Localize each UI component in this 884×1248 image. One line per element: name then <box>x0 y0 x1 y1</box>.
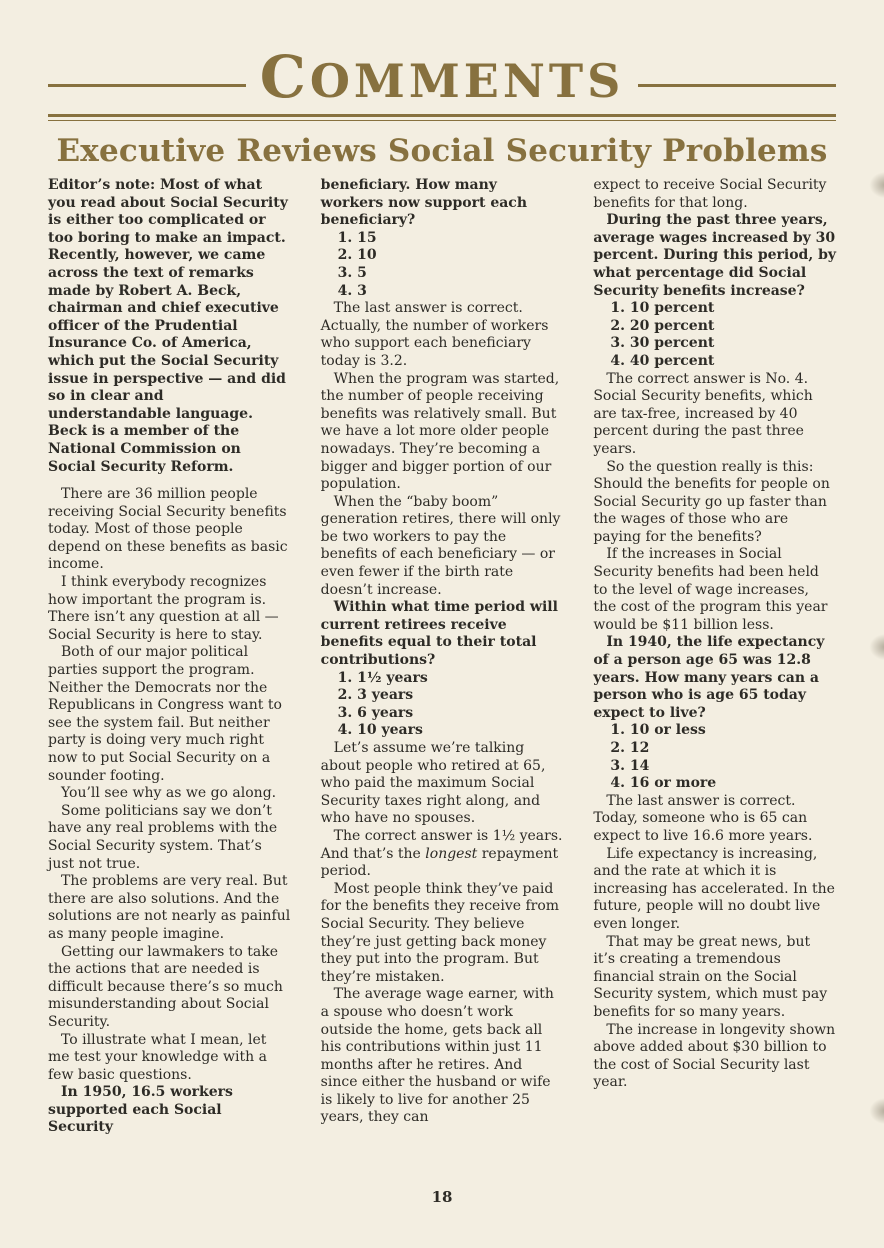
paragraph: During the past three years, average wages increased by 30 percent. During this period, by what percentage did Social Security benefits increase? <box>593 212 837 299</box>
paragraph: That may be great news, but it’s creating a tremendous financial strain on the Social Security system, which must pay benefits for so many years. <box>593 933 828 1020</box>
paragraph: Within what time period will current retirees receive benefits equal to their total contributions? <box>320 599 558 669</box>
page-curl-mark <box>866 1094 884 1128</box>
paragraph: The average wage earner, with a spouse who doesn’t work outside the home, gets back all his contributions within just 11 months after he retires. And since either the husband or wife is likely to live for another 25 years, they can <box>320 986 554 1126</box>
paragraph: The last answer is correct. Actually, the number of workers who support each beneficiary today is 3.2. <box>320 300 549 369</box>
paragraph: expect to receive Social Security benefits for that long. <box>593 177 827 211</box>
paragraph: beneficiary. How many workers now support each beneficiary? <box>320 177 527 229</box>
paragraph: Life expectancy is increasing, and the rate at which it is increasing has accelerated. In the future, people will no doubt live even longer. <box>593 845 835 932</box>
paragraph: Both of our major political parties support the program. Neither the Democrats nor the Republicans in Congress want to see the system fail. But neither party is doing very much right now to put Social Security on a sounder footing. <box>48 644 282 784</box>
divider-thick-line <box>48 114 836 117</box>
answer-option: 4. 10 years <box>337 722 423 739</box>
paragraph: When the “baby boom” generation retires, there will only be two workers to pay the benefits of each beneficiary — or even fewer if the birth rate doesn’t increase. <box>320 493 561 598</box>
page-curl-mark <box>866 630 884 664</box>
paragraph: Most people think they’ve paid for the benefits they receive from Social Security. They believe they’re just getting back money they put into the program. But they’re mistaken. <box>320 880 560 985</box>
answer-option: 3. 6 years <box>337 704 414 721</box>
answer-option: 1. 15 <box>337 229 377 246</box>
answer-option: 3. 5 <box>337 264 367 281</box>
paragraph: In 1950, 16.5 workers supported each Social Security <box>48 1084 233 1136</box>
answer-option: 2. 3 years <box>337 687 414 704</box>
paragraph: You’ll see why as we go along. <box>61 785 277 802</box>
paragraph: The increase in longevity shown above added about $30 billion to the cost of Social Security last year. <box>593 1021 836 1091</box>
paragraph: The correct answer is 1½ years. And that’s the longest repayment period. <box>320 827 563 880</box>
paragraph: There are 36 million people receiving Social Security benefits today. Most of those people depend on these benefits as basic income. <box>48 486 288 573</box>
paragraph: The last answer is correct. Today, someone who is 65 can expect to live 16.6 more years. <box>593 792 813 844</box>
paragraph: In 1940, the life expectancy of a person age 65 was 12.8 years. How many years can a person who is age 65 today expect to live? <box>593 634 825 721</box>
paragraph: Some politicians say we don’t have any real problems with the Social Security system. That’s just not true. <box>48 802 278 872</box>
answer-option: 3. 30 percent <box>610 335 715 352</box>
paragraph: Getting our lawmakers to take the actions that are needed is difficult because there’s so much misunderstanding about Social Security. <box>48 943 283 1030</box>
masthead <box>48 43 836 111</box>
answer-option: 2. 12 <box>610 740 650 756</box>
column-2 <box>321 177 564 1137</box>
column-1 <box>48 177 291 1137</box>
article-body <box>48 177 836 1137</box>
column-3 <box>593 177 836 1137</box>
answer-option: 2. 10 <box>337 247 377 264</box>
header-divider <box>48 114 836 121</box>
paragraph: The problems are very real. But there are also solutions. And the solutions are not nearly as painful as many people imagine. <box>48 873 291 942</box>
paragraph: I think everybody recognizes how important the program is. There isn’t any question at all — Social Security is here to stay. <box>48 574 279 643</box>
answer-option: 2. 20 percent <box>610 317 715 334</box>
masthead-rule-right <box>638 84 836 87</box>
answer-option: 3. 14 <box>610 757 650 774</box>
answer-option: 1. 1½ years <box>337 669 428 686</box>
paragraph: When the program was started, the number of people receiving benefits was relatively small. But we have a lot more older people nowadays. They’re becoming a bigger and bigger portion of our population. <box>320 370 560 493</box>
magazine-page <box>0 43 884 1248</box>
divider-thin-line <box>48 120 836 121</box>
paragraph: Let’s assume we’re talking about people who retired at 65, who paid the maximum Social Security taxes right along, and who have no spouses. <box>320 740 546 827</box>
masthead-title: COMMENTS <box>259 43 625 111</box>
paragraph: So the question really is this: Should the benefits for people on Social Security go up faster than the wages of those who are paying for the benefits? <box>593 458 830 545</box>
page-number: 18 <box>431 1188 453 1206</box>
answer-option: 4. 3 <box>337 282 367 299</box>
paragraph: If the increases in Social Security benefits had been held to the level of wage increases, the cost of the program this year would be $11 billion less. <box>593 546 828 633</box>
article-title: Executive Reviews Social Security Problems <box>56 133 828 169</box>
answer-option: 4. 16 or more <box>610 775 717 792</box>
paragraph: The correct answer is No. 4. Social Security benefits, which are tax-free, increased by 40 percent during the past three years. <box>593 370 813 457</box>
paragraph: To illustrate what I mean, let me test your knowledge with a few basic questions. <box>48 1031 267 1083</box>
answer-option: 1. 10 or less <box>610 722 706 739</box>
page-curl-mark <box>866 168 884 202</box>
masthead-rule-left <box>48 84 246 87</box>
paragraph: Editor’s note: Most of what you read about Social Security is either too complicated or too boring to make an impact. Recently, however, we came across the text of remarks made by Robert A. Beck, chairman and chief executive officer of the Prudential Insurance Co. of America, which put the Social Security issue in perspective — and did so in clear and understandable language. Beck is a member of the National Commission on Social Security Reform. <box>48 177 288 475</box>
answer-option: 1. 10 percent <box>610 300 715 317</box>
answer-option: 4. 40 percent <box>610 352 715 369</box>
